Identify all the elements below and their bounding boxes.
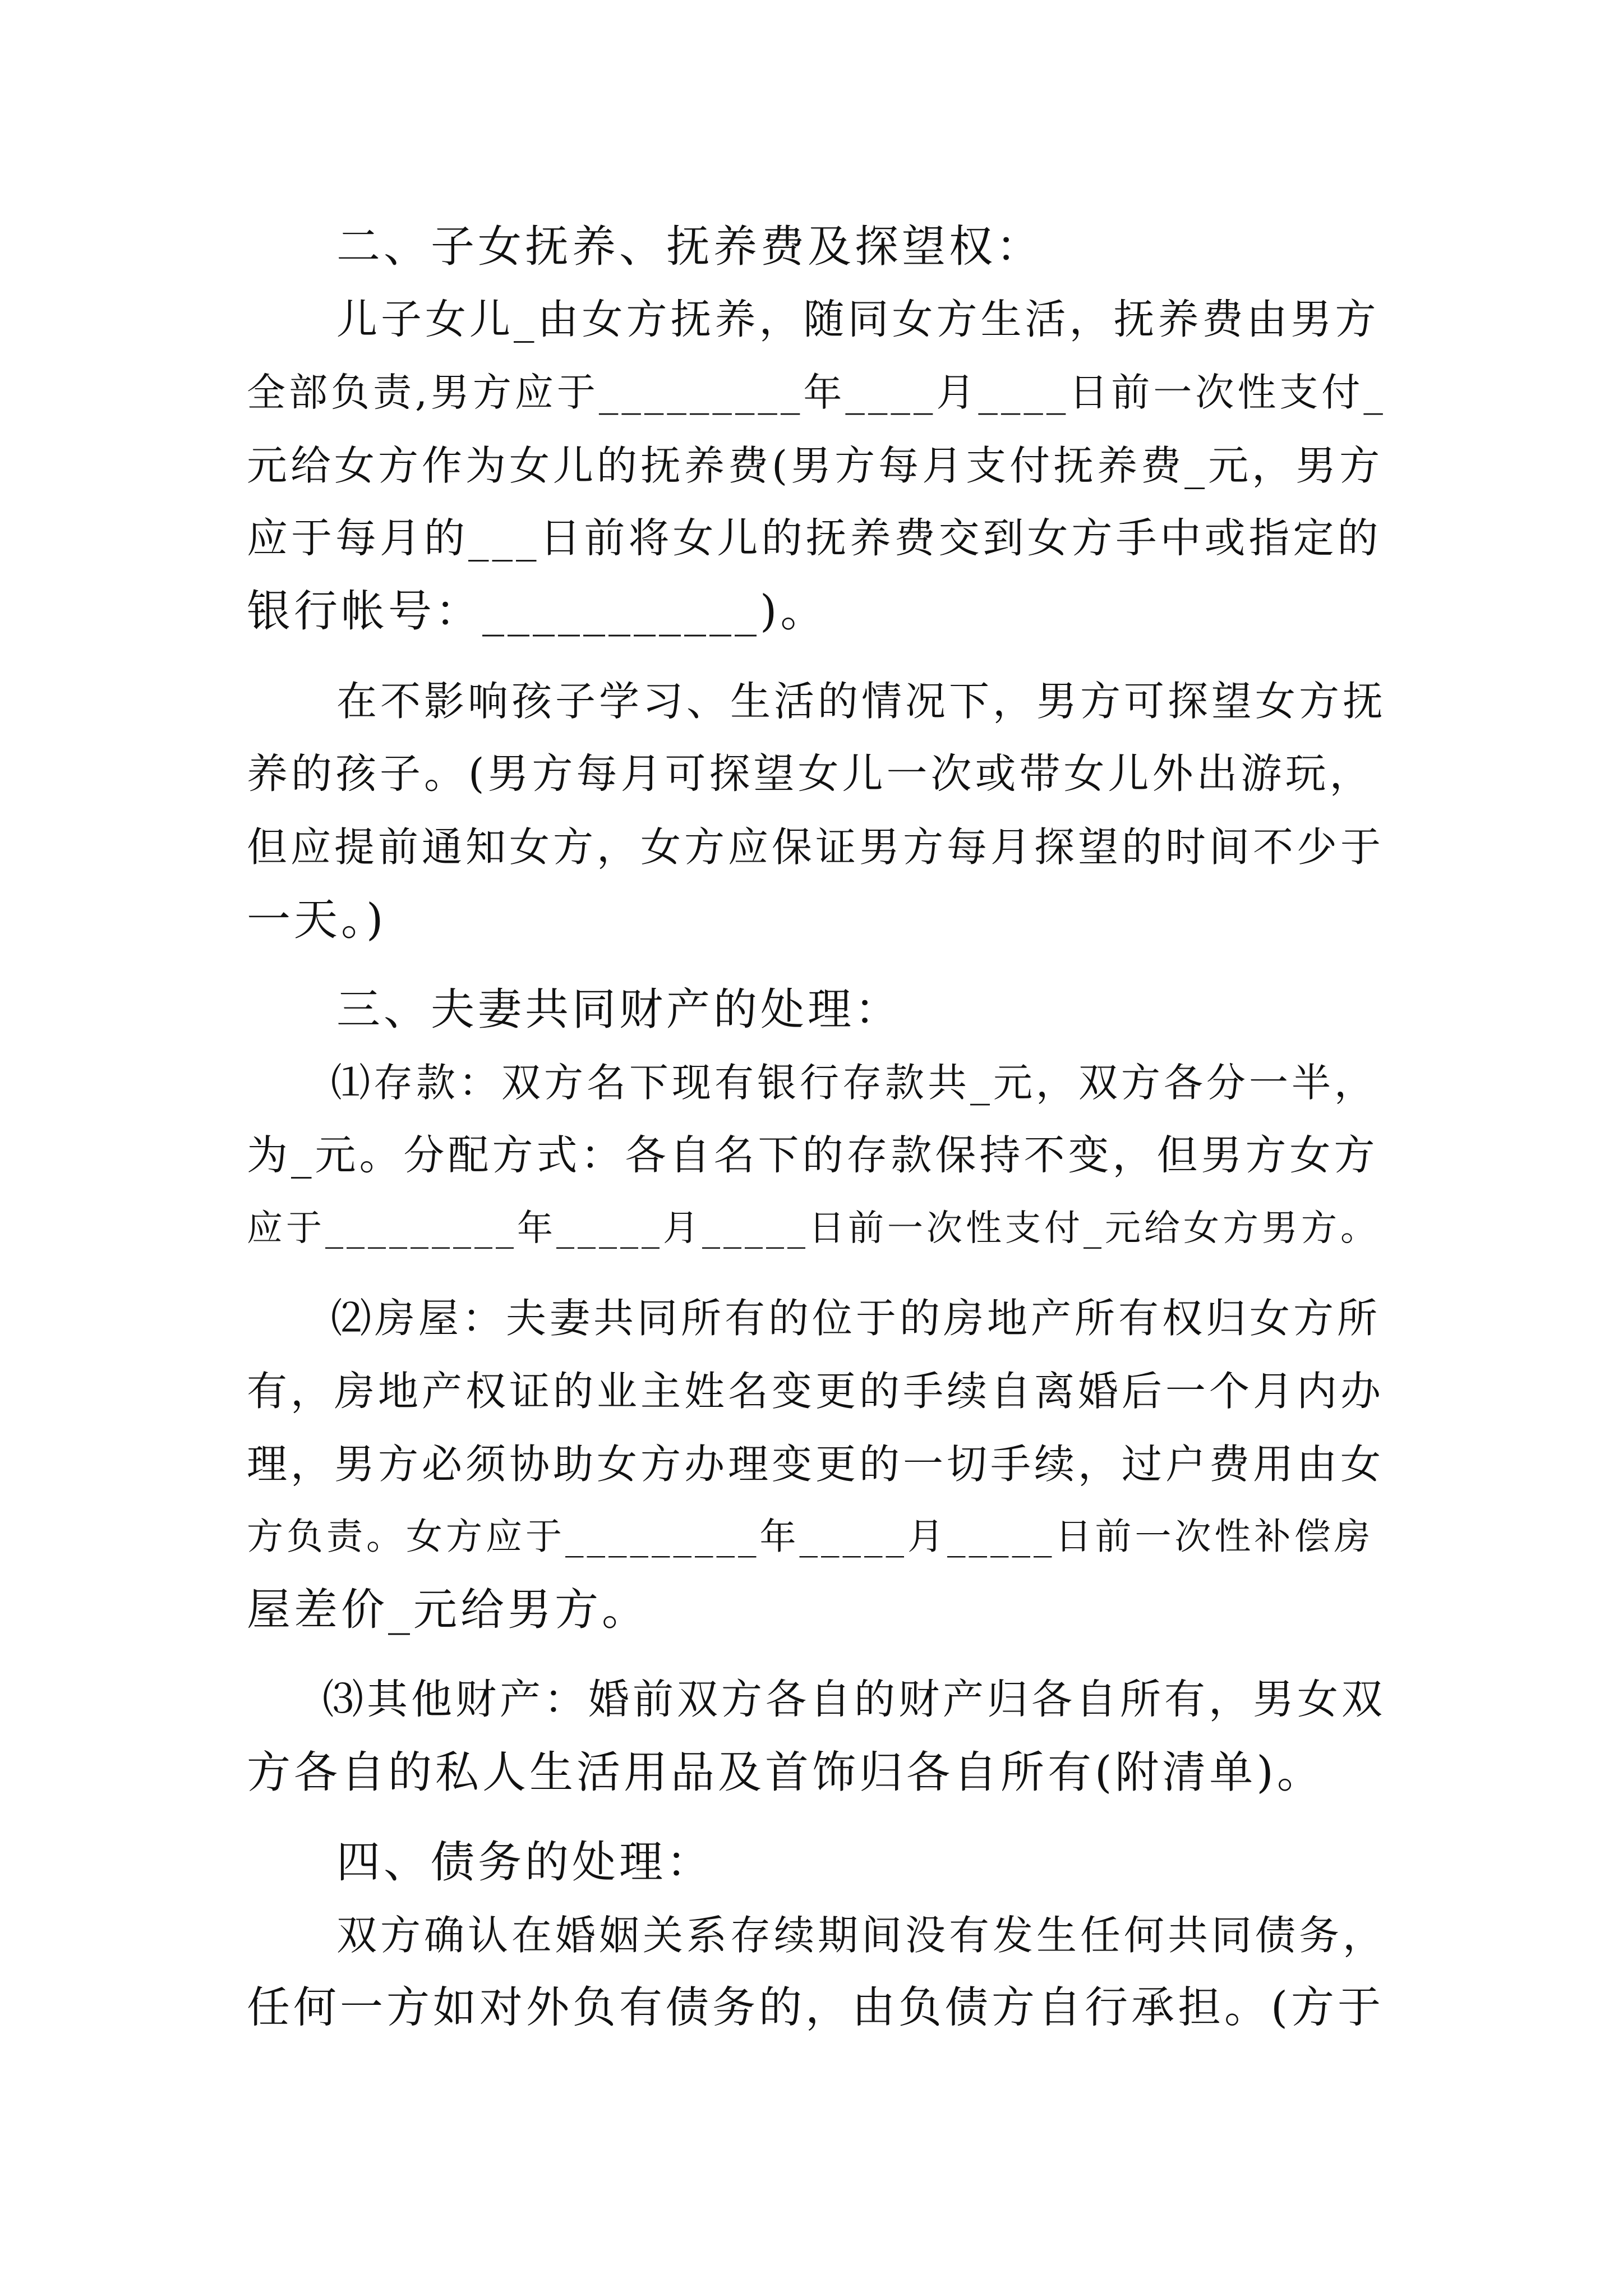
paragraph-line: 方负责。女方应于_________年_____月_____日前一次性补偿房 <box>247 1516 1374 1558</box>
paragraph-line: 儿子女儿_由女方抚养，随同女方生活，抚养费由男方 <box>336 296 1380 343</box>
paragraph-line: 全部负责,男方应于_________年____月____日前一次性支付_ <box>247 370 1386 415</box>
paragraph-line: 元给女方作为女儿的抚养费(男方每月支付抚养费_元，男方 <box>247 442 1384 489</box>
section-heading-property: 三、夫妻共同财产的处理： <box>336 984 902 1035</box>
paragraph-line: 应于_________年_____月_____日前一次性支付_元给女方男方。 <box>247 1208 1380 1249</box>
paragraph-line: ⑶其他财产：婚前双方各自的财产归各自所有，男女双 <box>322 1676 1386 1723</box>
paragraph-line: 但应提前通知女方，女方应保证男方每月探望的时间不少于 <box>247 823 1385 871</box>
section-heading-debts: 四、债务的处理： <box>336 1837 714 1888</box>
paragraph-line: 应于每月的___日前将女儿的抚养费交到女方手中或指定的 <box>247 514 1382 562</box>
paragraph-line: 在不影响孩子学习、生活的情况下，男方可探望女方抚 <box>336 678 1387 725</box>
paragraph-line: 银行帐号：___________)。 <box>247 586 828 637</box>
paragraph-line: 一天。) <box>247 895 387 945</box>
paragraph-line: 理，男方必须协助女方办理变更的一切手续，过户费用由女 <box>247 1441 1385 1488</box>
paragraph-line: 方各自的私人生活用品及首饰归各自所有(附清单)。 <box>247 1747 1324 1798</box>
paragraph-line: 为_元。分配方式：各自名下的存款保持不变，但男方女方 <box>247 1131 1378 1179</box>
paragraph-line: 有，房地产权证的业主姓名变更的手续自离婚后一个月内办 <box>247 1368 1385 1415</box>
paragraph-line: 任何一方如对外负有债务的，由负债方自行承担。(方于 <box>247 1983 1385 2033</box>
section-heading-child-support: 二、子女抚养、抚养费及探望权： <box>336 222 1044 272</box>
paragraph-line: 屋差价_元给男方。 <box>247 1585 649 1635</box>
paragraph-line: ⑵房屋：夫妻共同所有的位于的房地产所有权归女方所 <box>331 1295 1381 1342</box>
paragraph-line: 双方确认在婚姻关系存续期间没有发生任何共同债务， <box>336 1912 1387 1959</box>
paragraph-line: ⑴存款：双方名下现有银行存款共_元，双方各分一半， <box>331 1060 1377 1106</box>
paragraph-line: 养的孩子。(男方每月可探望女儿一次或带女儿外出游玩， <box>247 750 1374 798</box>
